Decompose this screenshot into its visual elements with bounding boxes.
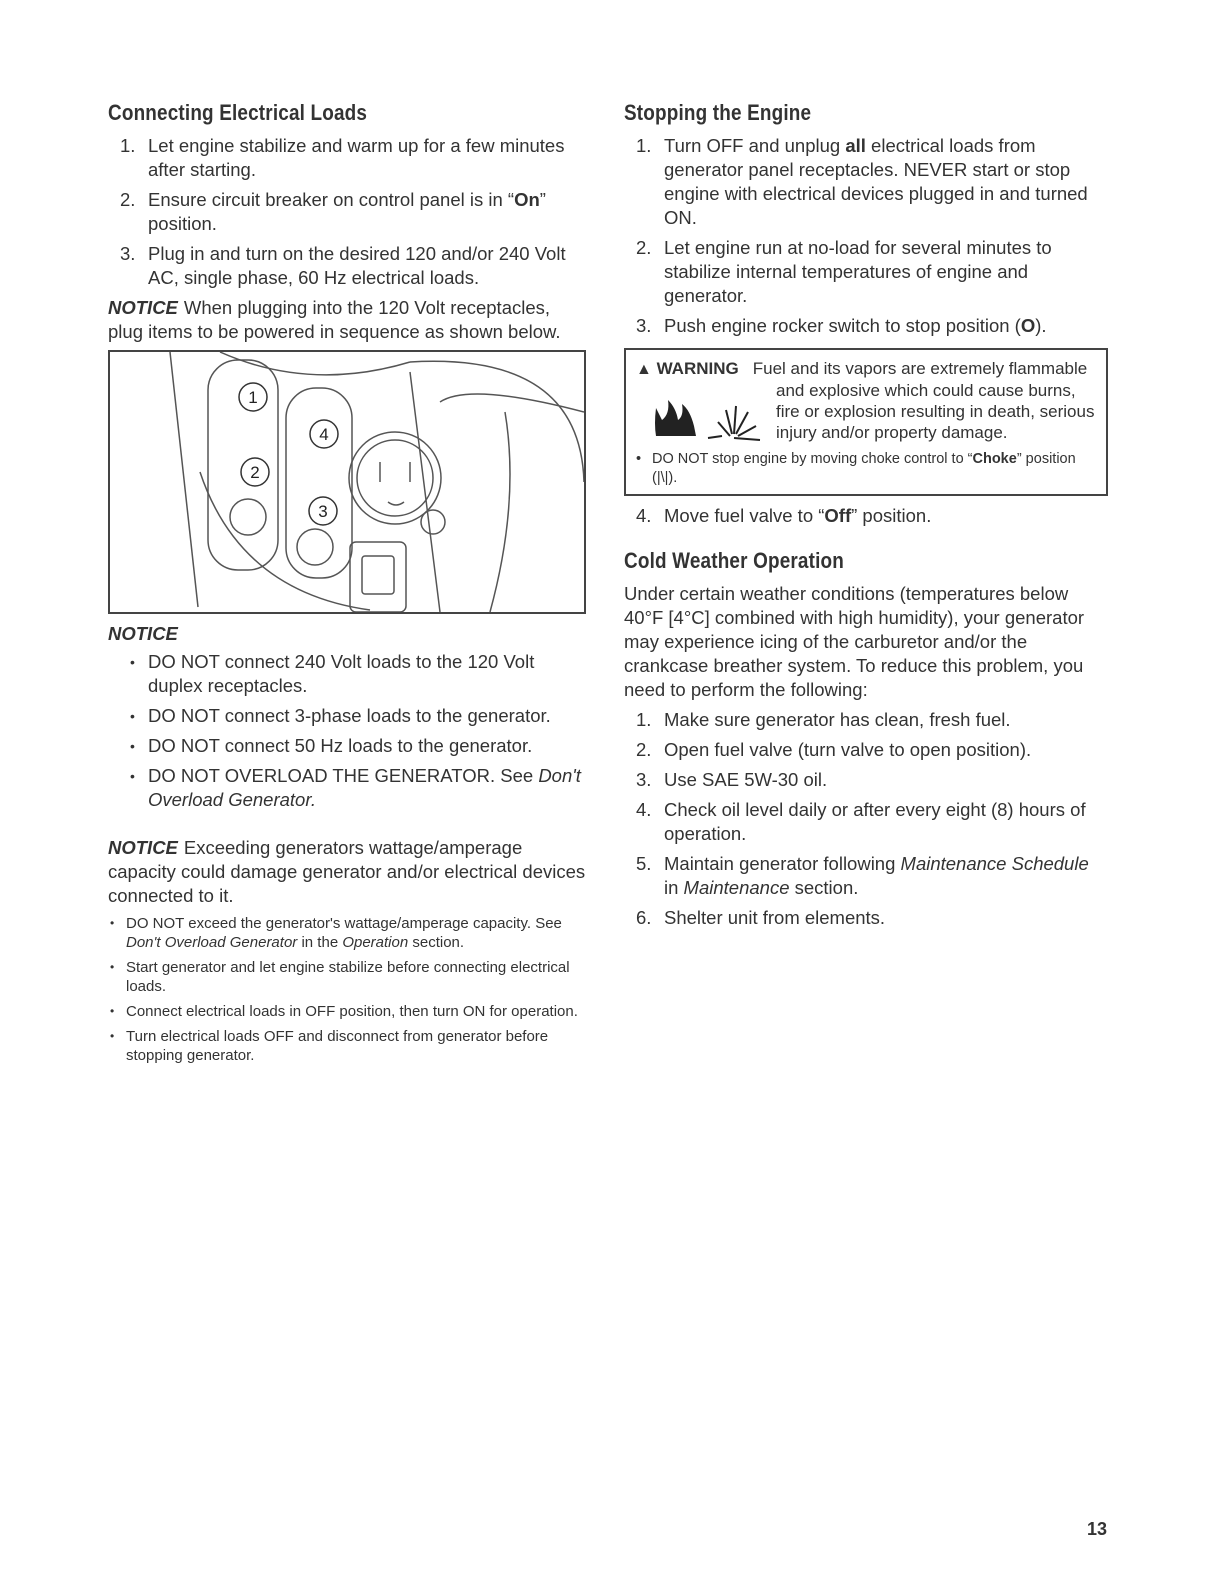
- stopping-steps: [624, 134, 1108, 338]
- right-column: [624, 100, 1108, 936]
- warning-icons: [636, 380, 776, 446]
- notice2-bullets: [108, 650, 590, 812]
- list-item: • Start generator and let engine stabilize before connecting electrical loads.: [108, 958, 590, 996]
- connecting-steps: [108, 134, 590, 290]
- list-item: • DO NOT connect 3-phase loads to the generator.: [108, 704, 590, 728]
- cold-weather-intro: Under certain weather conditions (temperatures below 40°F [4°C] combined with high humidity), your generator may experience icing of the carburetor and/or the crankcase breather system. To reduce this problem, you need to perform the following:: [624, 583, 1085, 700]
- list-item: 2. Open fuel valve (turn valve to open position).: [636, 739, 1032, 760]
- warning-body: [636, 380, 1096, 446]
- notice2-label-row: [108, 622, 590, 646]
- notice-plug-order: NOTICE When plugging into the 120 Volt receptacles, plug items to be powered in sequence as shown below.: [108, 297, 561, 342]
- warning-title: WARNING: [656, 359, 739, 378]
- cold-weather-heading: Cold Weather Operation: [624, 548, 844, 573]
- list-item: 2. Let engine run at no-load for several minutes to stabilize internal temperatures of engine and generator.: [636, 237, 1052, 306]
- notice3-text: NOTICE Exceeding generators wattage/amperage capacity could damage generator and/or electrical devices connected to it.: [108, 837, 586, 906]
- list-item: 2. Ensure circuit breaker on control panel is in “On” position.: [120, 189, 546, 234]
- list-item: 4. Move fuel valve to “Off” position.: [636, 505, 932, 526]
- list-item: • Turn electrical loads OFF and disconnect from generator before stopping generator.: [108, 1027, 590, 1065]
- list-item: 3. Use SAE 5W-30 oil.: [636, 769, 828, 790]
- list-item: 6. Shelter unit from elements.: [636, 907, 886, 928]
- notice3-bullets: [108, 914, 590, 1065]
- list-item: 1. Turn OFF and unplug all electrical loads from generator panel receptacles. NEVER start or stop engine with electrical devices plugged in and turned ON.: [636, 135, 1088, 228]
- label-1: 1: [248, 388, 258, 407]
- list-item: 4. Check oil level daily or after every eight (8) hours of operation.: [636, 799, 1086, 844]
- list-item: • DO NOT connect 50 Hz loads to the generator.: [108, 734, 590, 758]
- label-4: 4: [319, 425, 329, 444]
- warning-bullet: • DO NOT stop engine by moving choke control to “Choke” position (|\|).: [636, 450, 1096, 488]
- warning-header: ▲ WARNING Fuel and its vapors are extremely flammable: [636, 359, 1088, 378]
- list-item: 3. Push engine rocker switch to stop position (O).: [636, 315, 1047, 336]
- label-3: 3: [318, 502, 328, 521]
- warning-text: and explosive which could cause burns, fire or explosion resulting in death, serious injury and/or property damage.: [776, 381, 1095, 442]
- choke-symbol: |\|: [656, 470, 669, 486]
- list-item: • DO NOT connect 240 Volt loads to the 120 Volt duplex receptacles.: [108, 650, 590, 698]
- list-item: 5. Maintain generator following Maintenance Schedule in Maintenance section.: [636, 853, 1089, 898]
- list-item: 3. Plug in and turn on the desired 120 and/or 240 Volt AC, single phase, 60 Hz electrical loads.: [120, 243, 566, 288]
- label-2: 2: [250, 463, 260, 482]
- stopping-heading: Stopping the Engine: [624, 100, 812, 125]
- receptacle-panel-figure: [108, 350, 586, 614]
- warning-triangle-icon: ▲: [636, 361, 652, 378]
- left-column: [108, 100, 590, 1071]
- notice-label: NOTICE: [108, 837, 178, 858]
- notice-label: NOTICE: [108, 297, 178, 318]
- fire-icon: [655, 400, 696, 436]
- page-number: 13: [1087, 1519, 1108, 1539]
- list-item: • Connect electrical loads in OFF position, then turn ON for operation.: [108, 1002, 590, 1021]
- connecting-heading: Connecting Electrical Loads: [108, 100, 368, 125]
- cold-weather-steps: [624, 708, 1108, 930]
- explosion-icon: [708, 406, 760, 440]
- list-item: • DO NOT OVERLOAD THE GENERATOR. See Don't Overload Generator.: [108, 764, 590, 812]
- stopping-steps-cont: [624, 504, 1108, 528]
- list-item: 1. Make sure generator has clean, fresh fuel.: [636, 709, 1011, 730]
- warning-box: [624, 348, 1108, 496]
- list-item: • DO NOT exceed the generator's wattage/amperage capacity. See Don't Overload Generator in the Operation section.: [108, 914, 590, 952]
- list-item: 1. Let engine stabilize and warm up for a few minutes after starting.: [120, 135, 565, 180]
- receptacle-panel-illustration: [110, 352, 584, 612]
- notice-label: NOTICE: [108, 623, 178, 644]
